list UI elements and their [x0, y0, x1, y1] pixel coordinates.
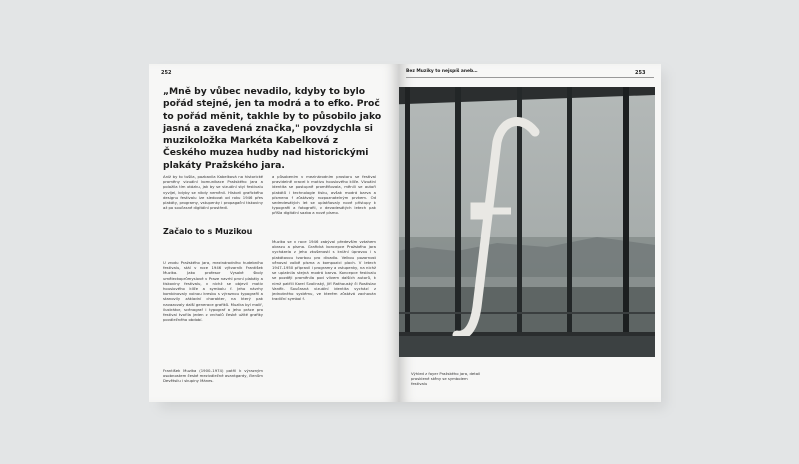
running-head: Bez Muziky to nejspíš aneb… — [406, 69, 478, 74]
right-page — [399, 64, 661, 402]
window-photo — [399, 87, 655, 357]
photo-caption: Výhled z foyer Pražského jara, detail prosklené stěny se symbolem festivalu — [411, 371, 481, 386]
window-photo-illustration — [399, 87, 655, 357]
page-number-left: 252 — [161, 70, 172, 76]
page-number-right: 253 — [635, 70, 646, 76]
section-heading: Začalo to s Muzikou — [163, 227, 253, 236]
header-rule — [406, 77, 654, 78]
column-1-body: U zrodu Pražského jara, mezinárodního hudebního festivalu, stál v roce 1946 výtvarník František Muzika. Jako profesor Vysoké školy uměleckoprůmyslové v Praze navrhl první plakáty a tiskoviny festivalu, v nichž se objevil motiv houslového klíče a symbolu f. Jeho návrhy kombinovaly volnou kresbu s výraznou typografií a stanovily základní charakter, na který pak navazovaly další generace grafiků. Muzika byl malíř, ilustrátor, scénograf i typograf a jeho práce pro festival tvořila jeden z vrcholů české užité grafiky poválečného období. — [163, 260, 263, 323]
column-1-tail: František Muzika (1900–1974) patřil k výrazným osobnostem české meziválečné avantgardy, členům Devětsilu i skupiny Mánes. — [163, 368, 263, 384]
pull-quote: „Mně by vůbec nevadilo, kdyby to bylo pořád stejné, jen ta modrá a to efko. Proč to pořád měnit, takhle by to působilo jako jasná a zavedená značka," povzdychla si muzikoložka Markéta Kabelková z Českého muzea hudby nad historickými plakáty Pražského jara. — [163, 86, 382, 171]
column-2-top: a působením v mezinárodním prostoru se festival pravidelně vracel k motivu houslového klíče. Vizuální identita se postupně proměňovala, měnili se autoři plakátů i technologie tisku, avšak modrá barva a písmeno f zůstávaly rozpoznatelným prvkem. Od sedmdesátých let se uplatňovaly nové přístupy k typografii a fotografii, v devadesátých letech pak přišla digitální sazba a nové písmo. — [272, 174, 376, 216]
column-1-intro: Aniž by to tušila, pozbavila Kabelková na historické proměny vizuální komunikace Pražského jara a položila tím otázku, jak by se vizuální styl festivalu vyvíjel, kdyby se nikdy neměnil. Historii grafického designu festivalu lze sledovat od roku 1946 přes plakáty, programy, vstupenky i propagační tiskoviny až po současné digitální prostředí. — [163, 174, 263, 211]
column-2-bottom: Muzika se v roce 1946 zabýval především vztahem obrazu a písma. Grafická koncepce Pražského jara vycházela z jeho zkušeností s knižní úpravou i s plakátovou tvorbou pro divadlo. Velkou pozornost věnoval volbě písma a kompozici ploch. V letech 1947–1950 připravil i programy a vstupenky, na nichž se uplatnila stejná modrá barva. Koncepce festivalu se později proměnila pod vlivem dalších autorů, k nimž patřili Karel Svolinský, Jiří Rathouský či Rostislav Vaněk. Současná vizuální identita vychází z jednotného systému, ve kterém zůstává zachován tradiční symbol f. — [272, 239, 376, 302]
left-page — [149, 64, 399, 402]
